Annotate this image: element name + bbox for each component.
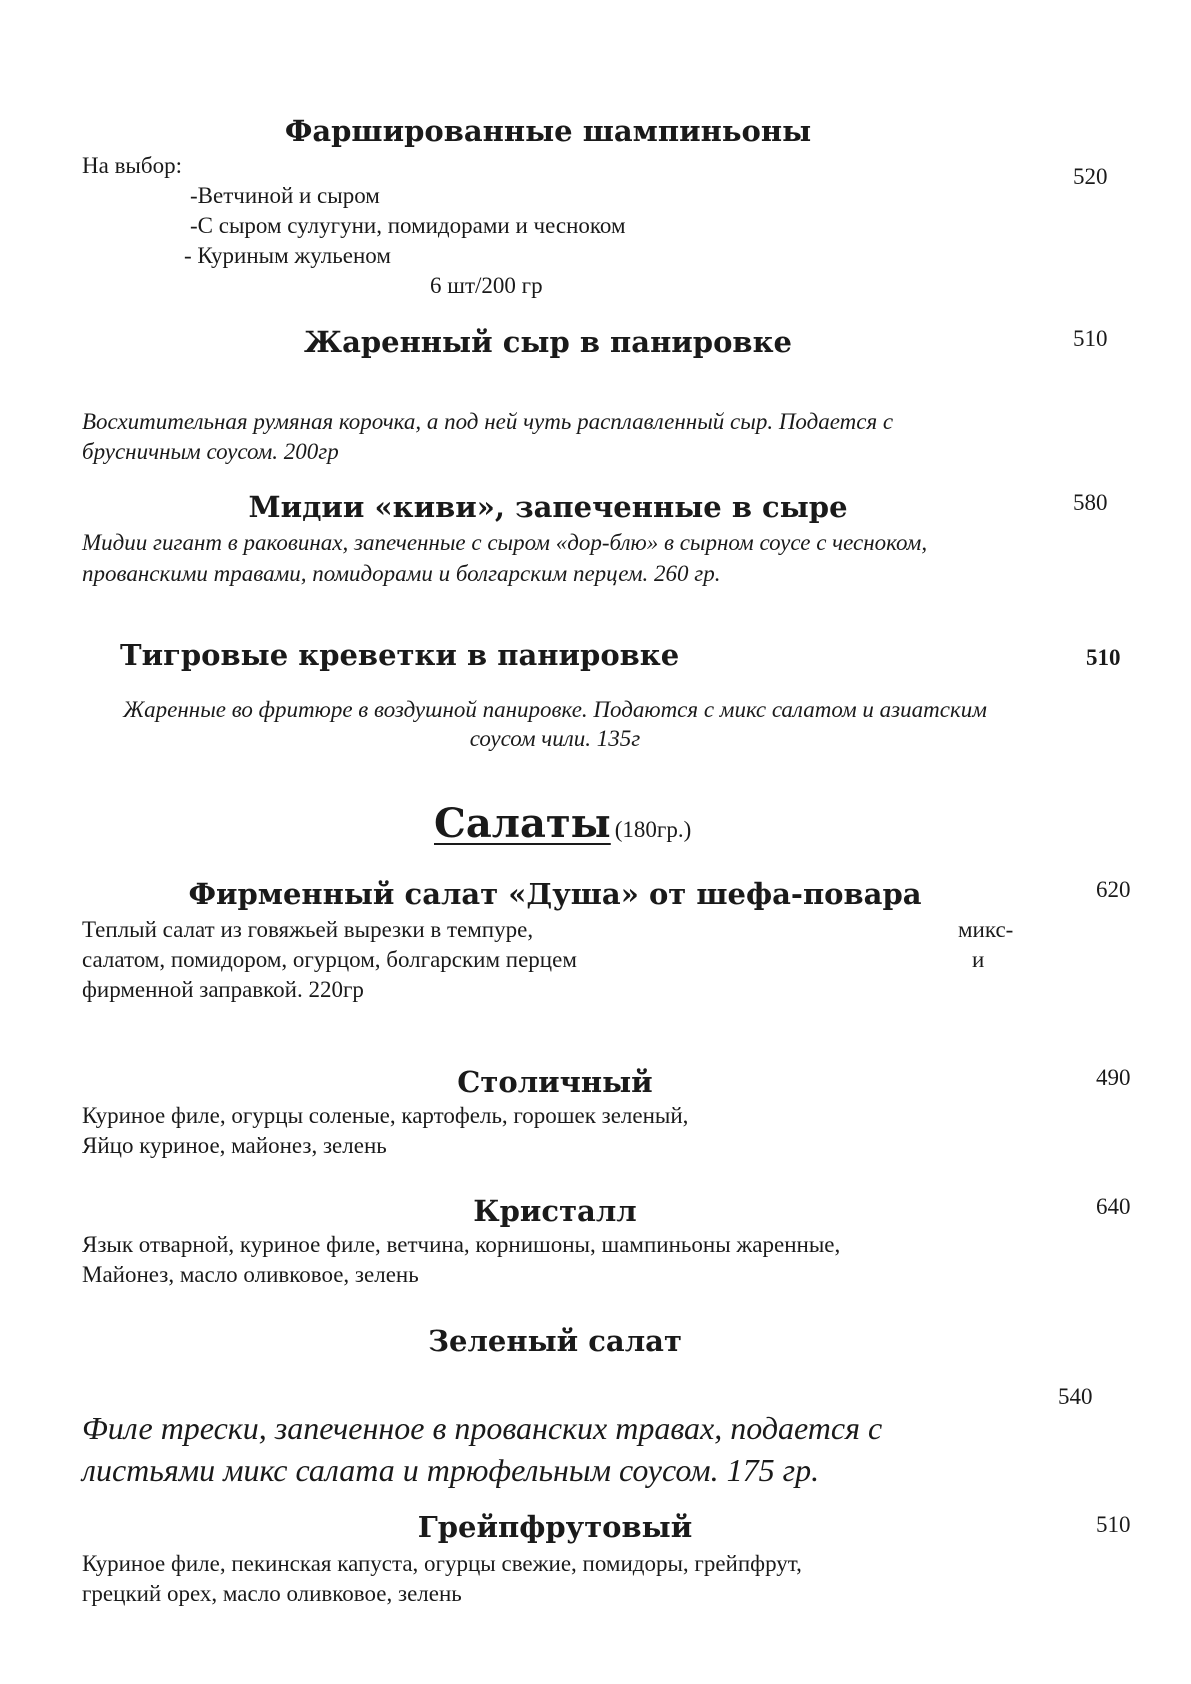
salad-description-fragment: и	[972, 947, 985, 972]
salad-title: Фирменный салат «Душа» от шефа-повара	[188, 877, 922, 911]
item-description: Восхитительная румяная корочка, а под ней чуть расплавленный сыр. Подается с	[82, 409, 894, 434]
salad-description: Куриное филе, пекинская капуста, огурцы свежие, помидоры, грейпфрут,	[82, 1551, 802, 1576]
salad-description: Яйцо куриное, майонез, зелень	[82, 1133, 387, 1158]
item-price: 580	[1073, 490, 1108, 515]
salad-description: Язык отварной, куриное филе, ветчина, корнишоны, шампиньоны жаренные,	[82, 1232, 841, 1257]
item-price: 510	[1086, 645, 1121, 670]
item-title: Жаренный сыр в панировке	[304, 325, 792, 359]
item-description: Жаренные во фритюре в воздушной панировке. Подаются с микс салатом и азиатским	[123, 697, 987, 722]
salad-description: салатом, помидором, огурцом, болгарским перцем	[82, 947, 577, 972]
item-option: -С сыром сулугуни, помидорами и чесноком	[190, 213, 626, 238]
section-note: (180гр.)	[614, 817, 692, 842]
salad-description: грецкий орех, масло оливковое, зелень	[82, 1581, 462, 1606]
item-choice-label: На выбор:	[82, 153, 182, 178]
salad-description: Майонез, масло оливковое, зелень	[82, 1262, 419, 1287]
item-title: Фаршированные шампиньоны	[284, 114, 812, 148]
salad-title: Кристалл	[473, 1194, 637, 1228]
salad-title: Зеленый салат	[428, 1324, 682, 1358]
item-option: -Ветчиной и сыром	[190, 183, 380, 208]
salad-title: Столичный	[457, 1065, 653, 1099]
salad-price: 620	[1096, 877, 1131, 902]
item-portion: 6 шт/200 гр	[430, 273, 543, 298]
item-title: Мидии «киви», запеченные в сыре	[248, 490, 848, 524]
salad-price: 510	[1096, 1512, 1131, 1537]
item-title: Тигровые креветки в панировке	[120, 638, 680, 672]
item-description: Мидии гигант в раковинах, запеченные с сыром «дор-блю» в сырном соусе с чесноком,	[82, 530, 928, 555]
salad-price: 540	[1058, 1384, 1093, 1409]
salad-description: Теплый салат из говяжьей вырезки в темпуре,	[82, 917, 534, 942]
salad-title: Грейпфрутовый	[417, 1510, 693, 1544]
section-title: Салаты	[434, 800, 611, 847]
item-description: брусничным соусом. 200гр	[82, 439, 339, 464]
salad-description: листьями микс салата и трюфельным соусом. 175 гр.	[82, 1452, 820, 1488]
salad-description-fragment: микс-	[958, 917, 1014, 942]
item-price: 510	[1073, 326, 1108, 351]
item-description: соусом чили. 135г	[469, 726, 641, 751]
section-heading	[434, 800, 691, 847]
item-option: - Куриным жульеном	[184, 243, 391, 268]
item-description: прованскими травами, помидорами и болгарским перцем. 260 гр.	[82, 561, 721, 586]
item-price: 520	[1073, 164, 1108, 189]
salad-description: Куриное филе, огурцы соленые, картофель, горошек зеленый,	[82, 1103, 689, 1128]
salad-price: 490	[1096, 1065, 1131, 1090]
salad-price: 640	[1096, 1194, 1131, 1219]
salad-description: Филе трески, запеченное в прованских травах, подается с	[82, 1410, 883, 1446]
salad-description: фирменной заправкой. 220гр	[82, 977, 364, 1002]
